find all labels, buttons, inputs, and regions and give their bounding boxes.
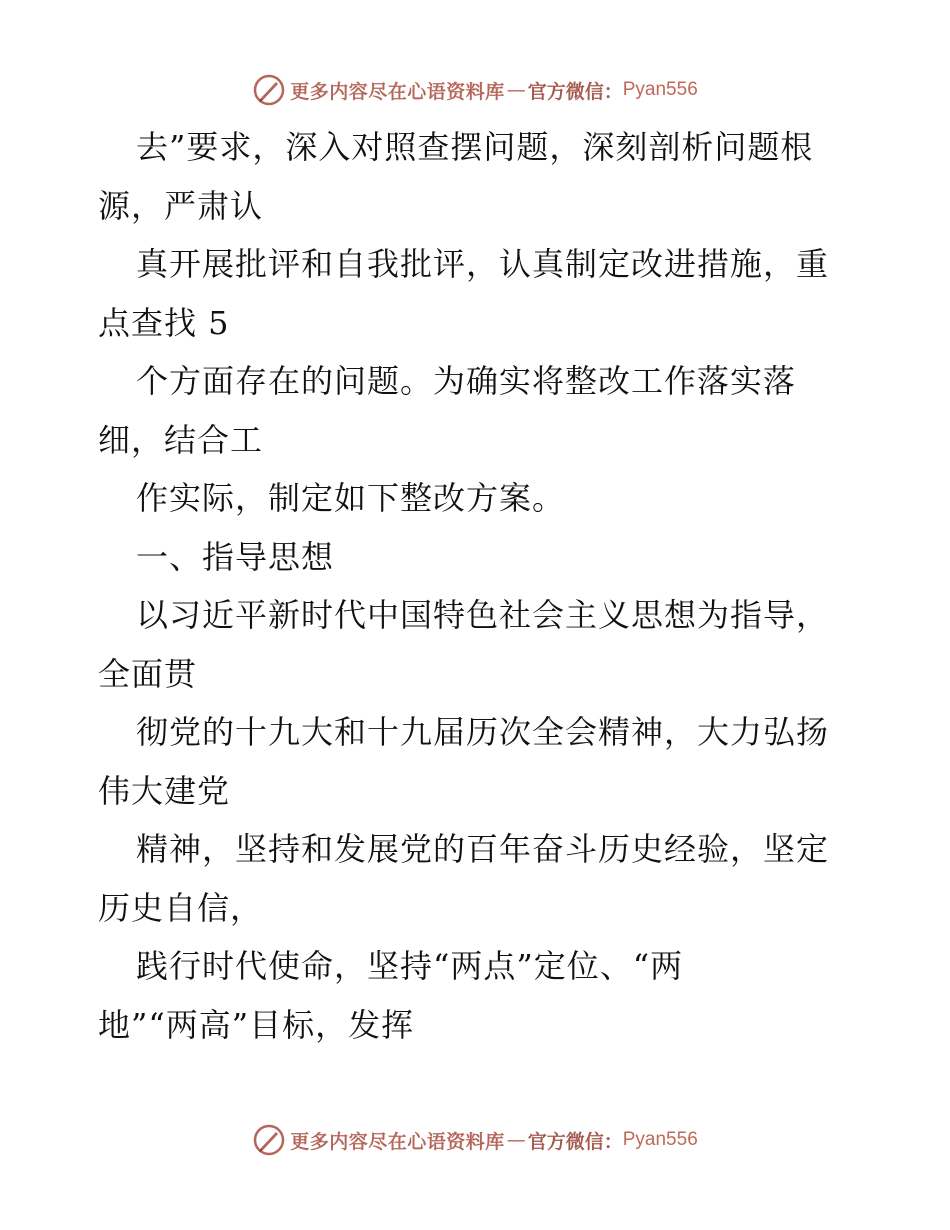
body-line: 真开展批评和自我批评，认真制定改进措施，重: [136, 245, 830, 283]
body-line: 去”要求，深入对照查摆问题，深刻剖析问题根: [136, 128, 814, 166]
body-line: 全面贯: [98, 654, 198, 693]
body-line: 践行时代使命，坚持“两点”定位、“两: [136, 947, 684, 985]
header-wechat-id: Pyan556: [622, 79, 698, 100]
header-dash: —: [506, 79, 526, 101]
body-line: 作实际，制定如下整改方案。: [136, 479, 566, 517]
footer-wechat-label: 官方微信：: [527, 1130, 623, 1153]
pen-logo-icon: [252, 73, 286, 107]
body-line: 个方面存在的问题。为确实将整改工作落实落: [136, 362, 797, 400]
footer-watermark: [0, 1120, 950, 1160]
footer-promo-text: 更多内容尽在心语资料库: [290, 1130, 505, 1153]
body-line: 源，严肃认: [98, 186, 264, 225]
header-watermark: [0, 70, 950, 110]
header-promo-text: 更多内容尽在心语资料库: [290, 80, 505, 103]
body-line: 彻党的十九大和十九届历次全会精神，大力弘扬: [136, 713, 830, 751]
body-line: 伟大建党: [98, 771, 231, 810]
body-line: 地”“两高”目标，发挥: [98, 1005, 415, 1044]
body-line: 点查找 5: [98, 303, 230, 342]
header-wechat-label: 官方微信：: [527, 80, 623, 103]
body-line: 历史自信，: [98, 888, 264, 927]
footer-wechat-id: Pyan556: [622, 1129, 698, 1150]
section-heading: 一、指导思想: [136, 537, 335, 576]
body-line: 细，结合工: [98, 420, 264, 459]
pen-logo-icon: [252, 1123, 286, 1157]
footer-dash: —: [506, 1129, 526, 1151]
document-body: [98, 118, 858, 1054]
body-line: 精神，坚持和发展党的百年奋斗历史经验，坚定: [136, 830, 830, 868]
body-line: 以习近平新时代中国特色社会主义思想为指导，: [136, 596, 830, 634]
